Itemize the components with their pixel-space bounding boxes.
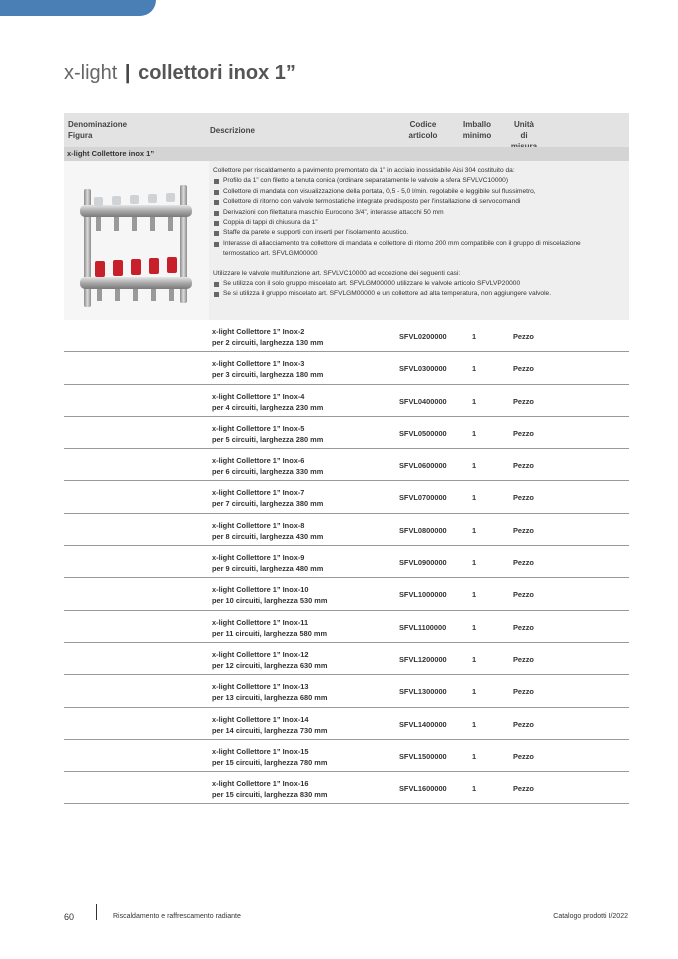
valve-cap	[95, 261, 105, 277]
product-pack: 1	[472, 525, 477, 535]
product-spec: per 12 circuiti, larghezza 630 mm	[212, 660, 328, 670]
product-code: SFVL1200000	[399, 654, 447, 664]
header-name-line2: Figura	[68, 131, 93, 140]
product-name: x-light Collettore 1” Inox-9	[212, 553, 305, 563]
footer-divider	[96, 904, 97, 920]
product-pack: 1	[472, 364, 477, 374]
product-spec: per 4 circuiti, larghezza 230 mm	[212, 402, 324, 412]
product-pack: 1	[472, 396, 477, 406]
description-block	[64, 161, 629, 320]
product-unit: Pezzo	[513, 558, 534, 568]
product-name: x-light Collettore 1” Inox-13	[212, 682, 309, 692]
table-row	[64, 449, 629, 481]
list-item: Coppia di tappi di chiusura da 1”	[213, 218, 623, 228]
list-item: Se utilizza con il solo gruppo miscelato art. SFVLGM00000 utilizzare le valvole articolo SFVLVP20000	[213, 279, 623, 289]
header-name	[68, 119, 127, 141]
product-pack: 1	[472, 590, 477, 600]
table-row	[64, 740, 629, 772]
product-name: x-light Collettore 1” Inox-5	[212, 423, 305, 433]
product-unit: Pezzo	[513, 687, 534, 697]
table-row	[64, 352, 629, 384]
table-row	[64, 708, 629, 740]
supply-bar	[80, 205, 192, 217]
product-spec: per 14 circuiti, larghezza 730 mm	[212, 725, 328, 735]
product-unit: Pezzo	[513, 751, 534, 761]
table-row	[64, 611, 629, 643]
header-unit-line2: di	[520, 131, 528, 140]
product-spec: per 5 circuiti, larghezza 280 mm	[212, 434, 324, 444]
header-pack-line2: minimo	[462, 131, 492, 140]
header-code-line2: articolo	[408, 131, 438, 140]
product-code: SFVL1100000	[399, 622, 447, 632]
product-code: SFVL1600000	[399, 784, 447, 794]
product-unit: Pezzo	[513, 332, 534, 341]
description-bullet-continuation: termostatico art. SFVLGM00000	[223, 250, 318, 258]
product-spec: per 11 circuiti, larghezza 580 mm	[212, 628, 328, 638]
product-code: SFVL0500000	[399, 428, 447, 438]
product-code: SFVL1300000	[399, 687, 447, 697]
product-unit: Pezzo	[513, 428, 534, 438]
section-label: x-light Collettore inox 1”	[64, 147, 629, 161]
product-name: x-light Collettore 1” Inox-3	[212, 359, 305, 369]
list-item: Profilo da 1” con filetto a tenuta conica (ordinare separatamente le valvole a sfera SFVLVC10000)	[213, 176, 623, 186]
product-name: x-light Collettore 1” Inox-14	[212, 714, 309, 724]
product-name: x-light Collettore 1” Inox-6	[212, 456, 305, 466]
product-pack: 1	[472, 751, 477, 761]
product-spec: per 7 circuiti, larghezza 380 mm	[212, 499, 324, 509]
product-unit: Pezzo	[513, 622, 534, 632]
list-item: Staffe da parete e supporti con inserti per l'isolamento acustico.	[213, 228, 623, 238]
product-pack: 1	[472, 622, 477, 632]
table-row	[64, 643, 629, 675]
table-row	[64, 546, 629, 578]
product-unit: Pezzo	[513, 784, 534, 794]
page-title	[64, 62, 296, 85]
title-separator: |	[124, 62, 131, 84]
product-spec: per 13 circuiti, larghezza 680 mm	[212, 693, 328, 703]
product-spec: per 15 circuiti, larghezza 830 mm	[212, 790, 328, 800]
product-pack: 1	[472, 428, 477, 438]
note-intro: Utilizzare le valvole multifunzione art. SFVLVC10000 ad eccezione dei seguenti casi:	[213, 269, 461, 277]
header-unit-line1: Unità	[514, 120, 534, 129]
list-item: Se si utilizza il gruppo miscelato art. SFVLGM00000 e un collettore ad alta temperatura, non aggiungere valvole.	[213, 289, 623, 299]
return-bar	[80, 277, 192, 289]
product-spec: per 3 circuiti, larghezza 180 mm	[212, 370, 324, 380]
header-name-line1: Denominazione	[68, 120, 128, 129]
header-code-line1: Codice	[409, 120, 437, 129]
product-spec: per 8 circuiti, larghezza 430 mm	[212, 531, 324, 541]
product-code: SFVL0700000	[399, 493, 447, 503]
product-unit: Pezzo	[513, 654, 534, 664]
table-row	[64, 320, 629, 352]
product-code: SFVL0600000	[399, 461, 447, 471]
table-bottom-rule	[64, 803, 210, 804]
product-unit: Pezzo	[513, 461, 534, 471]
product-pack: 1	[472, 558, 477, 568]
footer-section-title: Riscaldamento e raffrescamento radiante	[113, 913, 241, 920]
description-text	[213, 166, 623, 300]
product-name: x-light Collettore 1” Inox-8	[212, 520, 305, 530]
table-row	[64, 772, 629, 804]
product-name: x-light Collettore 1” Inox-7	[212, 488, 305, 498]
product-pack: 1	[472, 493, 477, 503]
product-pack: 1	[472, 654, 477, 664]
product-unit: Pezzo	[513, 719, 534, 729]
manifold-illustration	[64, 161, 209, 320]
product-name: x-light Collettore 1” Inox-2	[212, 327, 305, 336]
product-name: x-light Collettore 1” Inox-4	[212, 391, 305, 401]
product-unit: Pezzo	[513, 364, 534, 374]
product-spec: per 15 circuiti, larghezza 780 mm	[212, 757, 328, 767]
product-name: x-light Collettore 1” Inox-10	[212, 585, 309, 595]
description-intro: Collettore per riscaldamento a pavimento premontato da 1” in acciaio inossidabile Aisi 304 costituito da:	[213, 167, 515, 174]
product-name: x-light Collettore 1” Inox-11	[212, 617, 309, 627]
product-table	[64, 320, 629, 804]
product-unit: Pezzo	[513, 396, 534, 406]
product-pack: 1	[472, 687, 477, 697]
product-code: SFVL0200000	[399, 332, 447, 341]
table-row	[64, 675, 629, 707]
product-spec: per 2 circuiti, larghezza 130 mm	[212, 338, 324, 347]
list-item: Collettore di ritorno con valvole termostatiche integrate predisposto per l'installazione di servocomandi	[213, 197, 623, 207]
product-pack: 1	[472, 719, 477, 729]
product-pack: 1	[472, 784, 477, 794]
table-row	[64, 514, 629, 546]
footer-catalog-title: Catalogo prodotti I/2022	[553, 913, 628, 920]
header-tab-decoration	[0, 0, 156, 16]
product-code: SFVL0300000	[399, 364, 447, 374]
product-spec: per 6 circuiti, larghezza 330 mm	[212, 467, 324, 477]
product-code: SFVL0900000	[399, 558, 447, 568]
product-pack: 1	[472, 461, 477, 471]
product-name: x-light Collettore 1” Inox-16	[212, 779, 309, 789]
product-pack: 1	[472, 332, 477, 341]
product-code: SFVL0400000	[399, 396, 447, 406]
product-spec: per 9 circuiti, larghezza 480 mm	[212, 564, 324, 574]
table-row	[64, 417, 629, 449]
header-code	[408, 119, 438, 141]
product-unit: Pezzo	[513, 525, 534, 535]
product-code: SFVL1000000	[399, 590, 447, 600]
table-header	[64, 113, 629, 147]
table-row	[64, 578, 629, 610]
product-code: SFVL1500000	[399, 751, 447, 761]
list-item: Derivazioni con filettatura maschio Eurocono 3/4”, interasse attacchi 50 mm	[213, 208, 623, 218]
product-unit: Pezzo	[513, 493, 534, 503]
product-spec: per 10 circuiti, larghezza 530 mm	[212, 596, 328, 606]
product-name: x-light Collettore 1” Inox-15	[212, 746, 309, 756]
product-code: SFVL1400000	[399, 719, 447, 729]
table-row	[64, 481, 629, 513]
title-product: collettori inox 1”	[138, 62, 296, 84]
product-name: x-light Collettore 1” Inox-12	[212, 649, 309, 659]
table-row	[64, 385, 629, 417]
manifold-image	[64, 161, 209, 320]
product-code: SFVL0800000	[399, 525, 447, 535]
title-brand: x-light	[64, 62, 118, 84]
product-unit: Pezzo	[513, 590, 534, 600]
header-description: Descrizione	[210, 126, 255, 135]
list-item: Interasse di allacciamento tra collettore di mandata e collettore di ritorno 200 mm compatibile con il gruppo di miscelazione	[213, 239, 623, 249]
description-bullets	[213, 176, 623, 249]
header-pack	[462, 119, 492, 141]
page-number: 60	[64, 912, 75, 922]
note-bullets	[213, 279, 623, 300]
header-pack-line1: Imballo	[462, 120, 491, 129]
list-item: Collettore di mandata con visualizzazione della portata, 0,5 - 5,0 l/min. regolabile e leggibile sul flussimetro,	[213, 187, 623, 197]
